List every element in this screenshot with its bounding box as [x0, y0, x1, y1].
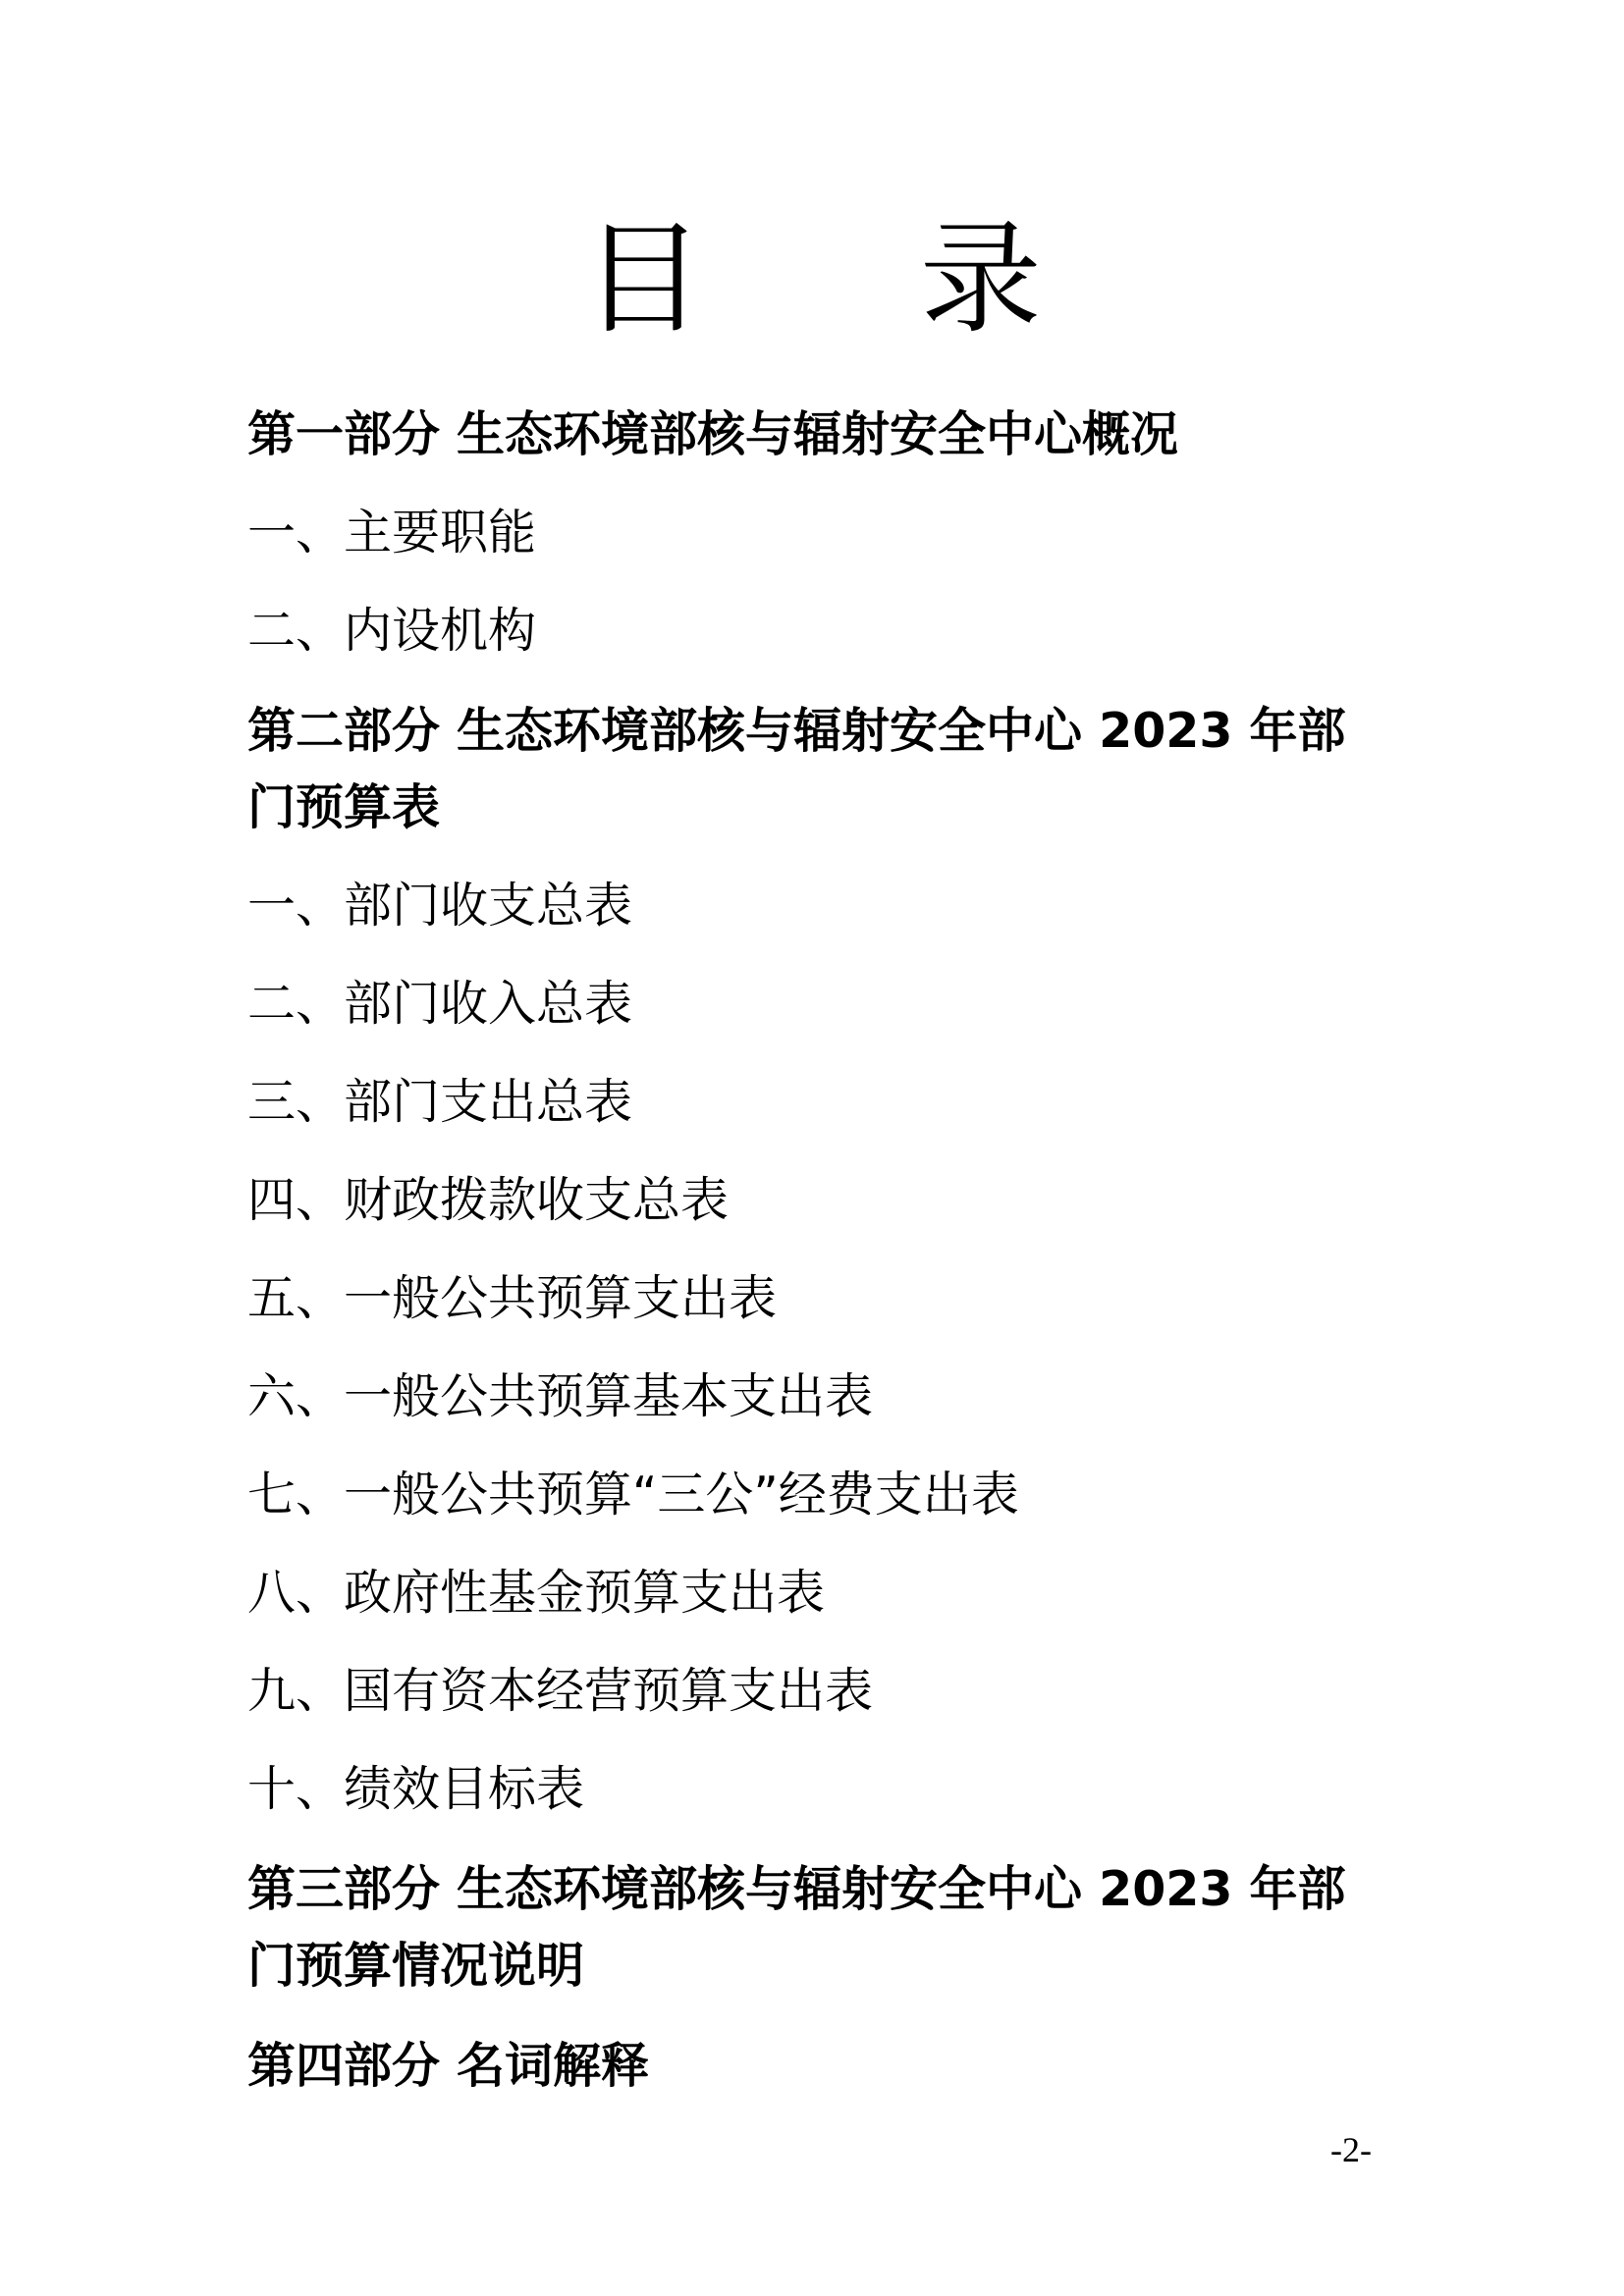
toc-item-table-2[interactable]: 二、部门收入总表 [247, 976, 633, 1032]
toc-part-2-line-1[interactable]: 第二部分 生态环境部核与辐射安全中心 2023 年部 [247, 703, 1346, 759]
toc-item-table-6[interactable]: 六、一般公共预算基本支出表 [247, 1368, 874, 1424]
toc-item-table-1[interactable]: 一、部门收支总表 [247, 878, 633, 934]
toc-part-1[interactable]: 第一部分 生态环境部核与辐射安全中心概况 [247, 406, 1179, 462]
toc-item-table-9[interactable]: 九、国有资本经营预算支出表 [247, 1663, 874, 1719]
toc-part-2-line-2[interactable]: 门预算表 [247, 779, 441, 835]
toc-item-table-4[interactable]: 四、财政拨款收支总表 [247, 1172, 730, 1228]
toc-part-4[interactable]: 第四部分 名词解释 [247, 2038, 650, 2094]
toc-item-table-3[interactable]: 三、部门支出总表 [247, 1074, 633, 1130]
toc-item-table-8[interactable]: 八、政府性基金预算支出表 [247, 1565, 826, 1621]
toc-part-3-line-2[interactable]: 门预算情况说明 [247, 1938, 585, 1994]
toc-item-main-functions[interactable]: 一、主要职能 [247, 505, 537, 561]
toc-part-3-line-1[interactable]: 第三部分 生态环境部核与辐射安全中心 2023 年部 [247, 1861, 1346, 1917]
toc-item-table-10[interactable]: 十、绩效目标表 [247, 1761, 585, 1817]
page-number: -2- [1330, 2130, 1372, 2169]
toc-item-internal-structure[interactable]: 二、内设机构 [247, 603, 537, 659]
page-title: 目 录 [582, 209, 1130, 350]
toc-item-table-5[interactable]: 五、一般公共预算支出表 [247, 1270, 778, 1326]
toc-item-table-7[interactable]: 七、一般公共预算“三公”经费支出表 [247, 1467, 1019, 1522]
